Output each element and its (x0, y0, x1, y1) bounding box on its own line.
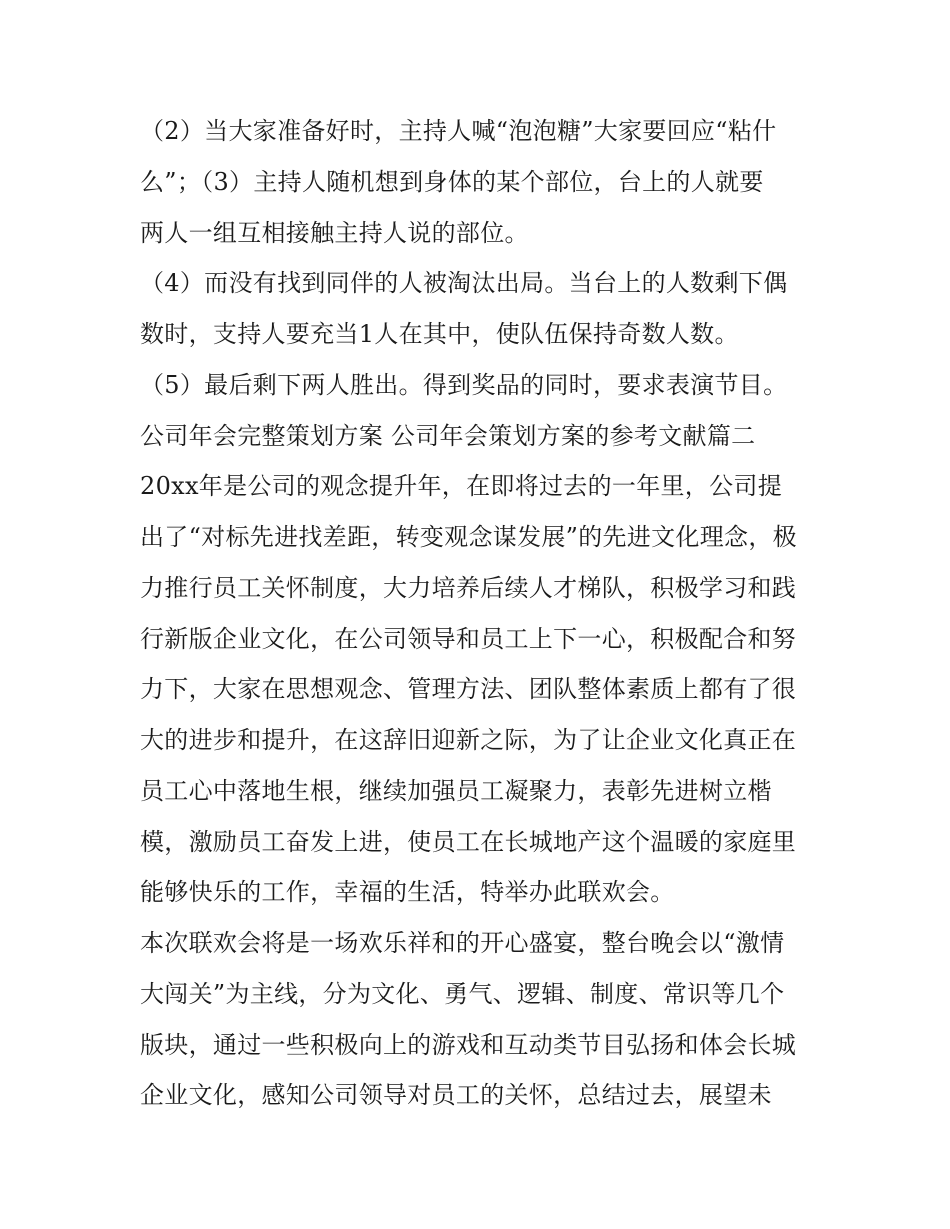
text-line: 模，激励员工奋发上进，使员工在长城地产这个温暖的家庭里 (140, 828, 797, 856)
text-line: 行新版企业文化，在公司领导和员工上下一心，积极配合和努 (140, 625, 797, 653)
text-line: 么”；（3）主持人随机想到身体的某个部位，台上的人就要 (140, 168, 764, 196)
text-line: 本次联欢会将是一场欢乐祥和的开心盛宴，整台晚会以“激情 (140, 929, 785, 957)
text-line: 力推行员工关怀制度，大力培养后续人才梯队，积极学习和践 (140, 574, 797, 602)
text-line: 企业文化，感知公司领导对员工的关怀，总结过去，展望未 (140, 1081, 772, 1109)
text-line: 大的进步和提升，在这辞旧迎新之际，为了让企业文化真正在 (140, 726, 797, 754)
text-line: 数时，支持人要充当1人在其中，使队伍保持奇数人数。 (140, 320, 739, 348)
text-line: 20xx年是公司的观念提升年，在即将过去的一年里，公司提 (140, 472, 783, 500)
text-line: 力下，大家在思想观念、管理方法、团队整体素质上都有了很 (140, 675, 797, 703)
text-line: 员工心中落地生根，继续加强员工凝聚力，表彰先进树立楷 (140, 777, 772, 805)
text-line: 两人一组互相接触主持人说的部位。 (140, 219, 529, 247)
text-line: 出了“对标先进找差距，转变观念谋发展”的先进文化理念，极 (140, 523, 797, 551)
text-line: 大闯关”为主线，分为文化、勇气、逻辑、制度、常识等几个 (140, 980, 785, 1008)
text-line: 能够快乐的工作，幸福的生活，特举办此联欢会。 (140, 878, 675, 906)
text-line: （4）而没有找到同伴的人被淘汰出局。当台上的人数剩下偶 (140, 269, 788, 297)
section-heading: 公司年会完整策划方案 公司年会策划方案的参考文献篇二 (140, 422, 756, 450)
text-line: （5）最后剩下两人胜出。得到奖品的同时，要求表演节目。 (140, 371, 788, 399)
text-line: 版块，通过一些积极向上的游戏和互动类节目弘扬和体会长城 (140, 1031, 797, 1059)
text-line: （2）当大家准备好时，主持人喊“泡泡糖”大家要回应“粘什 (140, 117, 777, 145)
